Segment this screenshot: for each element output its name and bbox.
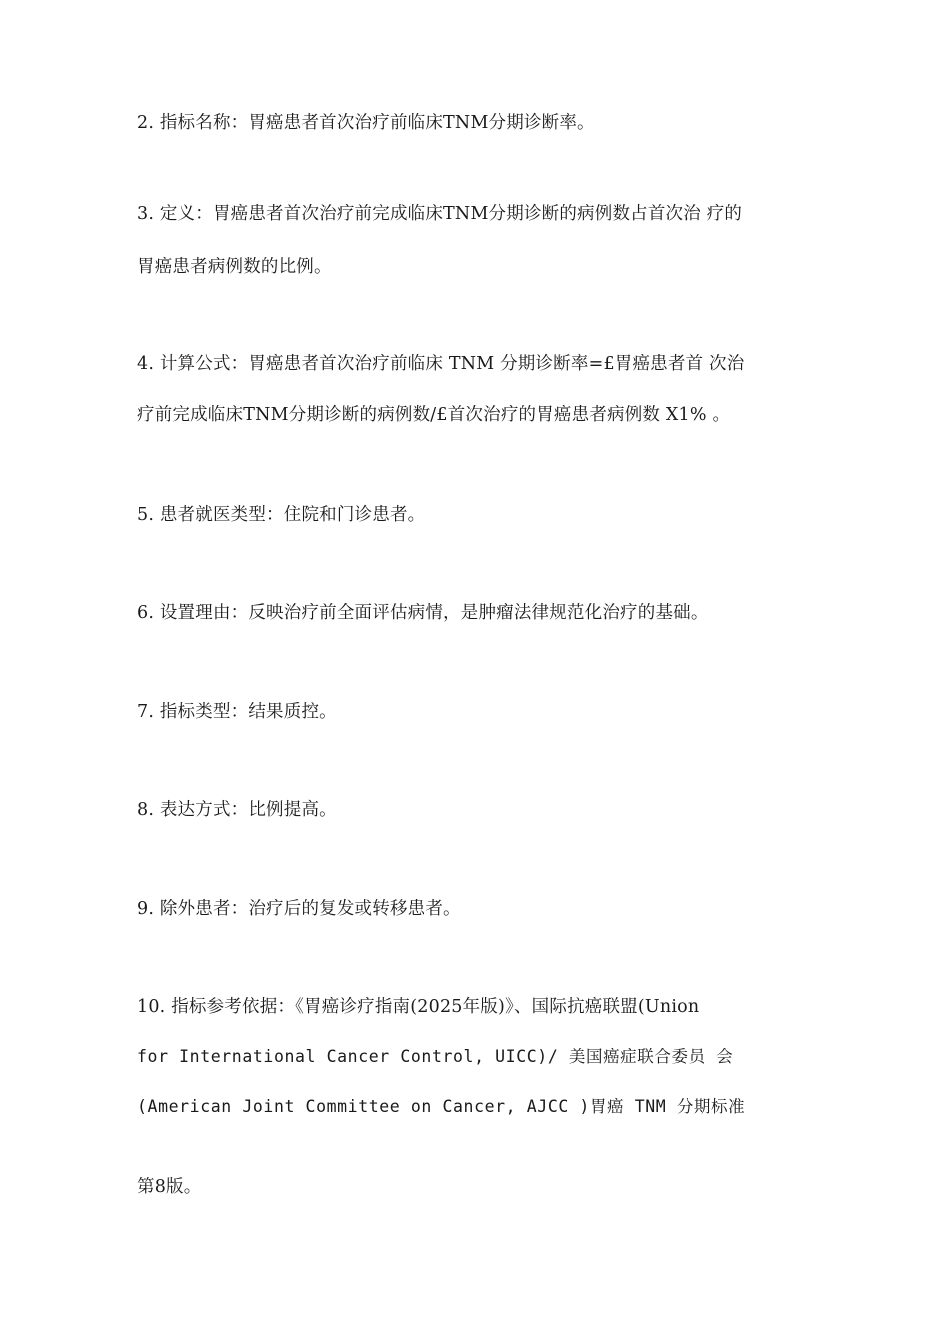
item-3-definition-line-1: 3. 定义：胃癌患者首次治疗前完成临床TNM分期诊断的病例数占首次治 疗的: [137, 204, 743, 224]
item-3-definition-line-2: 胃癌患者病例数的比例。: [137, 257, 332, 277]
item-7-indicator-type: 7. 指标类型：结果质控。: [137, 702, 337, 722]
item-6-rationale: 6. 设置理由：反映治疗前全面评估病情，是肿瘤法律规范化治疗的基础。: [137, 603, 709, 623]
item-5-patient-type: 5. 患者就医类型：住院和门诊患者。: [137, 505, 426, 525]
item-4-formula-line-1: 4. 计算公式：胃癌患者首次治疗前临床 TNM 分期诊断率=£胃癌患者首 次治: [137, 354, 745, 374]
item-4-formula-line-2: 疗前完成临床TNM分期诊断的病例数/£首次治疗的胃癌患者病例数 X1% 。: [137, 405, 731, 425]
item-9-excluded-patients: 9. 除外患者：治疗后的复发或转移患者。: [137, 899, 461, 919]
item-2-indicator-name: 2. 指标名称：胃癌患者首次治疗前临床TNM分期诊断率。: [137, 113, 595, 133]
item-10-reference-line-2: for International Cancer Control, UICC)/ 美国癌症联合委员 会: [137, 1047, 734, 1066]
item-10-reference-line-1: 10. 指标参考依据：《胃癌诊疗指南(2025年版)》、国际抗癌联盟(Union: [137, 997, 700, 1017]
item-10-reference-line-3: (American Joint Committee on Cancer, AJCC )胃癌 TNM 分期标准: [137, 1097, 746, 1116]
item-10-reference-line-4: 第8版。: [137, 1177, 202, 1197]
item-8-expression: 8. 表达方式：比例提高。: [137, 800, 337, 820]
